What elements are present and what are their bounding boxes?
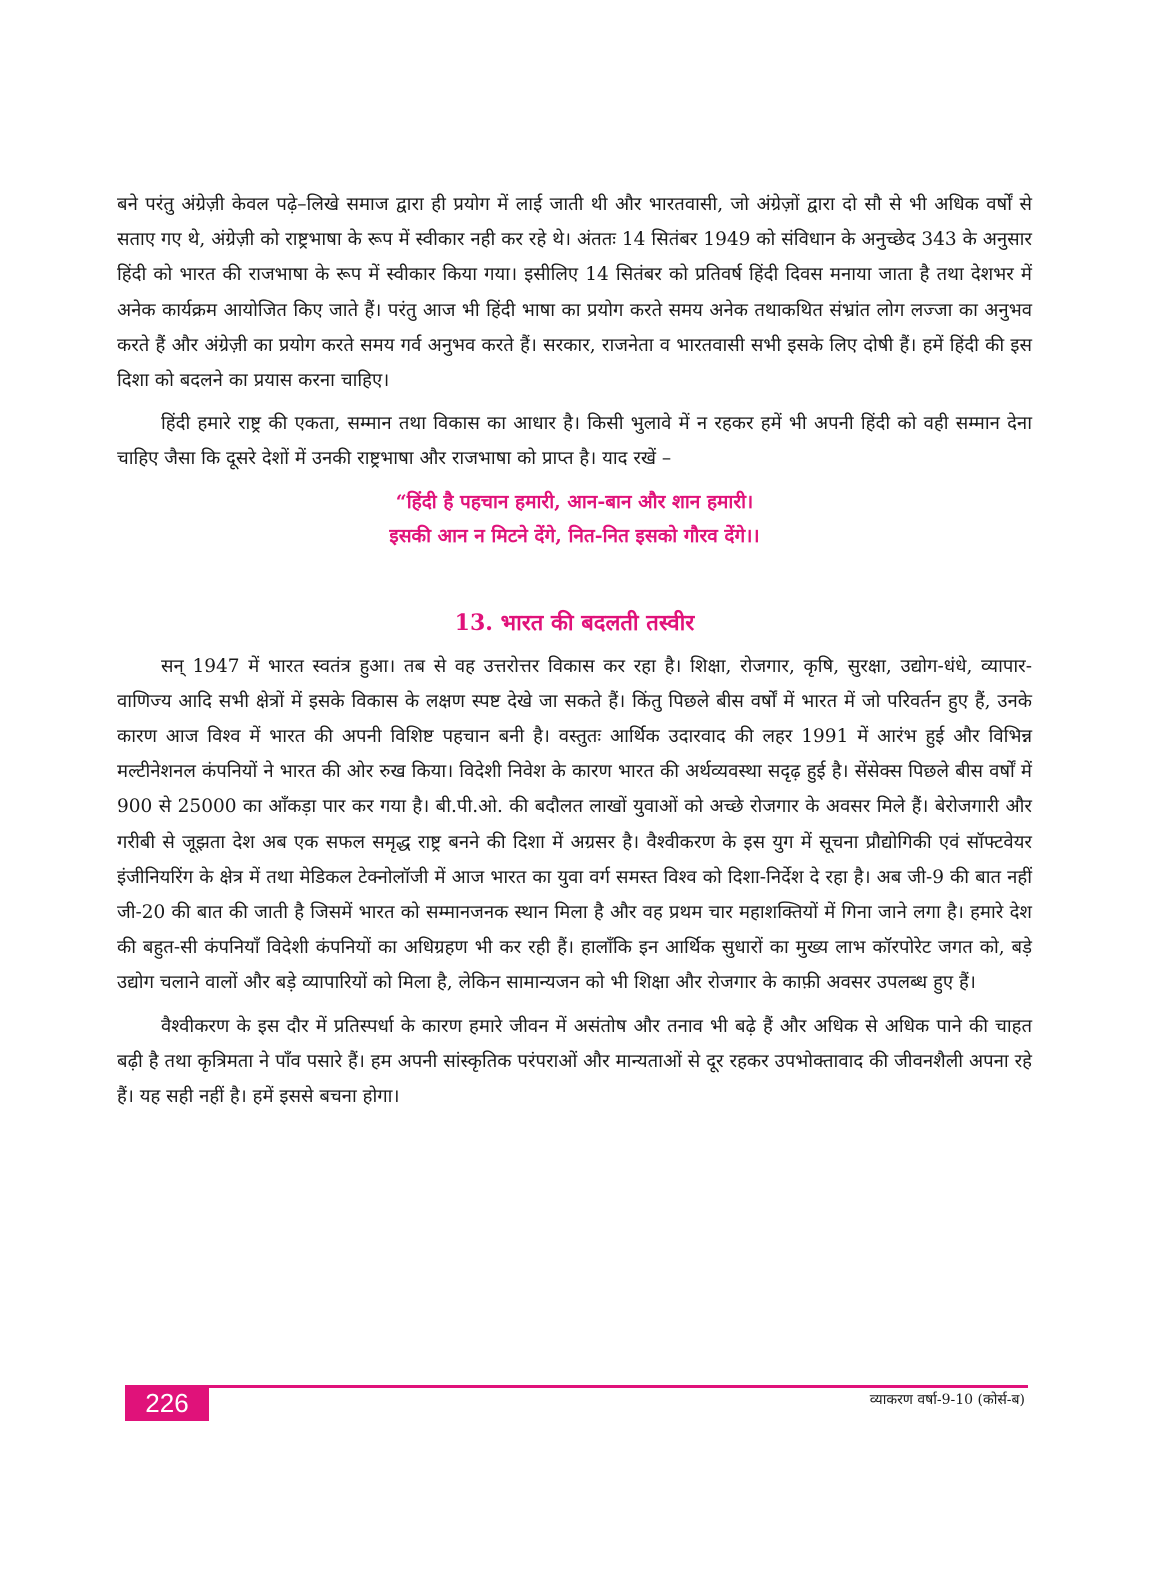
poem-line-2: इसकी आन न मिटने देंगे, नित-नित इसको गौरव देंगे।। xyxy=(389,524,760,547)
poem-line-1: “हिंदी है पहचान हमारी, आन-बान और शान हमारी। xyxy=(395,490,754,513)
paragraph-india-development: सन् 1947 में भारत स्वतंत्र हुआ। तब से वह उत्तरोत्तर विकास कर रहा है। शिक्षा, रोजगार, कृषि, सुरक्षा, उद्योग-धंधे, व्यापार-वाणिज्य आदि सभी क्षेत्रों में इसके विकास के लक्षण स्पष्ट देखे जा सकते हैं। किंतु पिछले बीस वर्षों में भारत में जो परिवर्तन हुए हैं, उनके कारण आज विश्व में भारत की अपनी विशिष्ट पहचान बनी है। वस्तुतः आर्थिक उदारवाद की लहर 1991 में आरंभ हुई और विभिन्न मल्टीनेशनल कंपनियों ने भारत की ओर रुख किया। विदेशी निवेश के कारण भारत की अर्थव्यवस्था सदृढ़ हुई है। सेंसेक्स पिछले बीस वर्षों में 900 से 25000 का आँकड़ा पार कर गया है। बी.पी.ओ. की बदौलत लाखों युवाओं को अच्छे रोजगार के अवसर मिले हैं। बेरोजगारी और गरीबी से जूझता देश अब एक सफल समृद्ध राष्ट्र बनने की दिशा में अग्रसर है। वैश्वीकरण के इस युग में सूचना प्रौद्योगिकी एवं सॉफ्टवेयर इंजीनियरिंग के क्षेत्र में तथा मेडिकल टेक्नोलॉजी में आज भारत का युवा वर्ग समस्त विश्व को दिशा-निर्देश दे रहा है। अब जी-9 की बात नहीं जी-20 की बात की जाती है जिसमें भारत को सम्मानजनक स्थान मिला है और वह प्रथम चार महाशक्तियों में गिना जाने लगा है। हमारे देश की बहुत-सी कंपनियाँ विदेशी कंपनियों का अधिग्रहण भी कर रही हैं। हालाँकि इन आर्थिक सुधारों का मुख्य लाभ कॉरपोरेट जगत को, बड़े उद्योग चलाने वालों और बड़े व्यापारियों को मिला है, लेकिन सामान्यजन को भी शिक्षा और रोजगार के काफ़ी अवसर उपलब्ध हुए हैं। xyxy=(117,655,1032,994)
paragraph-globalization: वैश्वीकरण के इस दौर में प्रतिस्पर्धा के कारण हमारे जीवन में असंतोष और तनाव भी बढ़े हैं और अधिक से अधिक पाने की चाहत बढ़ी है तथा कृत्रिमता ने पाँव पसारे हैं। हम अपनी सांस्कृतिक परंपराओं और मान्यताओं से दूर रहकर उपभोक्तावाद की जीवनशैली अपना रहे हैं। यह सही नहीं है। हमें इससे बचना होगा। xyxy=(117,1015,1032,1108)
paragraph-hindi-status: बने परंतु अंग्रेज़ी केवल पढ़े–लिखे समाज द्वारा ही प्रयोग में लाई जाती थी और भारतवासी, जो अंग्रेज़ों द्वारा दो सौ से भी अधिक वर्षों से सताए गए थे, अंग्रेज़ी को राष्ट्रभाषा के रूप में स्वीकार नही कर रहे थे। अंततः 14 सितंबर 1949 को संविधान के अनुच्छेद 343 के अनुसार हिंदी को भारत की राजभाषा के रूप में स्वीकार किया गया। इसीलिए 14 सितंबर को प्रतिवर्ष हिंदी दिवस मनाया जाता है तथा देशभर में अनेक कार्यक्रम आयोजित किए जाते हैं। परंतु आज भी हिंदी भाषा का प्रयोग करते समय अनेक तथाकथित संभ्रांत लोग लज्जा का अनुभव करते हैं और अंग्रेज़ी का प्रयोग करते समय गर्व अनुभव करते हैं। सरकार, राजनेता व भारतवासी सभी इसके लिए दोषी हैं। हमें हिंदी की इस दिशा को बदलने का प्रयास करना चाहिए। xyxy=(117,194,1032,392)
footer-rule xyxy=(125,1385,1028,1388)
poem-quote xyxy=(117,485,1032,553)
paragraph-hindi-unity: हिंदी हमारे राष्ट्र की एकता, सम्मान तथा विकास का आधार है। किसी भुलावे में न रहकर हमें भी अपनी हिंदी को वही सम्मान देना चाहिए जैसा कि दूसरे देशों में उनकी राष्ट्रभाषा और राजभाषा को प्राप्त है। याद रखें – xyxy=(117,413,1032,470)
page-body xyxy=(117,187,1032,1122)
section-title: 13. भारत की बदलती तस्वीर xyxy=(454,609,695,636)
footer-book-title: व्याकरण वर्षा-9-10 (कोर्स-ब) xyxy=(869,1392,1025,1408)
page-number: 226 xyxy=(125,1385,209,1421)
